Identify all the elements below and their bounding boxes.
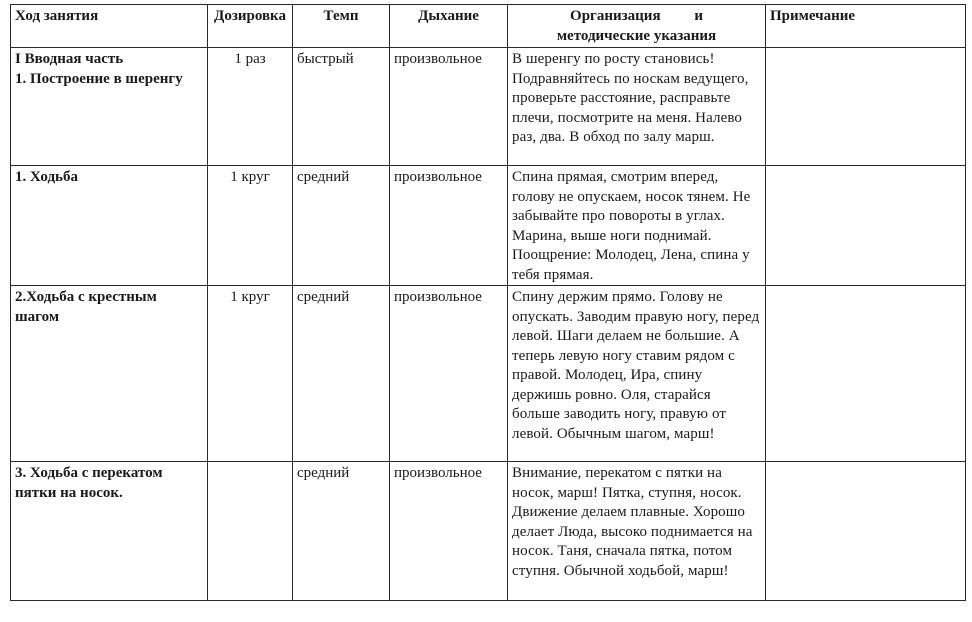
breath-cell: произвольное xyxy=(390,48,508,166)
note-cell xyxy=(766,462,966,601)
dose-cell: 1 круг xyxy=(208,166,293,286)
table-row xyxy=(11,166,966,286)
tempo-cell: средний xyxy=(293,462,390,601)
header-tempo: Темп xyxy=(293,5,390,48)
table-body xyxy=(11,48,966,601)
stage-cell xyxy=(11,462,208,601)
header-row xyxy=(11,5,966,48)
table-row xyxy=(11,48,966,166)
organization-cell: Спину держим прямо. Голову не опускать. Заводим правую ногу, перед левой. Шаги делаем не большие. А теперь левую ногу ставим рядом с правой. Молодец, Ира, спину держишь ровно. Оля, старайся больше заводить ногу, правую от левой. Обычным шагом, марш! xyxy=(508,286,766,462)
lesson-plan-table xyxy=(10,4,966,601)
tempo-cell: быстрый xyxy=(293,48,390,166)
breath-cell: произвольное xyxy=(390,166,508,286)
table-row xyxy=(11,286,966,462)
header-note: Примечание xyxy=(766,5,966,48)
stage-cell xyxy=(11,166,208,286)
organization-cell: Внимание, перекатом с пятки на носок, марш! Пятка, ступня, носок. Движение делаем плавные. Хорошо делает Люда, высоко поднимается на носок. Таня, сначала пятка, потом ступня. Обычной ходьбой, марш! xyxy=(508,462,766,601)
stage-cell xyxy=(11,48,208,166)
header-organization-line2: методические указания xyxy=(556,27,717,44)
stage-subtitle: 1. Построение в шеренгу xyxy=(15,70,183,87)
dose-cell xyxy=(208,462,293,601)
tempo-cell: средний xyxy=(293,286,390,462)
stage-title: 1. Ходьба xyxy=(15,169,78,185)
stage-title: I Вводная часть xyxy=(15,51,124,67)
stage-title: 3. Ходьба с перекатом пятки на носок. xyxy=(15,465,163,501)
header-stage: Ход занятия xyxy=(11,5,208,48)
table-row xyxy=(11,462,966,601)
header-dose: Дозировка xyxy=(208,5,293,48)
stage-cell xyxy=(11,286,208,462)
organization-cell: В шеренгу по росту становись! Подравняйтесь по носкам ведущего, проверьте расстояние, расправьте плечи, посмотрите на меня. Налево раз, два. В обход по залу марш. xyxy=(508,48,766,166)
dose-cell: 1 круг xyxy=(208,286,293,462)
table-header xyxy=(11,5,966,48)
header-organization xyxy=(508,5,766,48)
header-breath: Дыхание xyxy=(390,5,508,48)
breath-cell: произвольное xyxy=(390,286,508,462)
stage-title: 2.Ходьба с крестным шагом xyxy=(15,289,157,325)
note-cell xyxy=(766,166,966,286)
tempo-cell: средний xyxy=(293,166,390,286)
header-organization-line1: Организация и xyxy=(570,8,703,24)
breath-cell: произвольное xyxy=(390,462,508,601)
dose-cell: 1 раз xyxy=(208,48,293,166)
note-cell xyxy=(766,48,966,166)
organization-cell: Спина прямая, смотрим вперед, голову не опускаем, носок тянем. Не забывайте про повороты в углах. Марина, выше ноги поднимай. Поощрение: Молодец, Лена, спина у тебя прямая. xyxy=(508,166,766,286)
note-cell xyxy=(766,286,966,462)
